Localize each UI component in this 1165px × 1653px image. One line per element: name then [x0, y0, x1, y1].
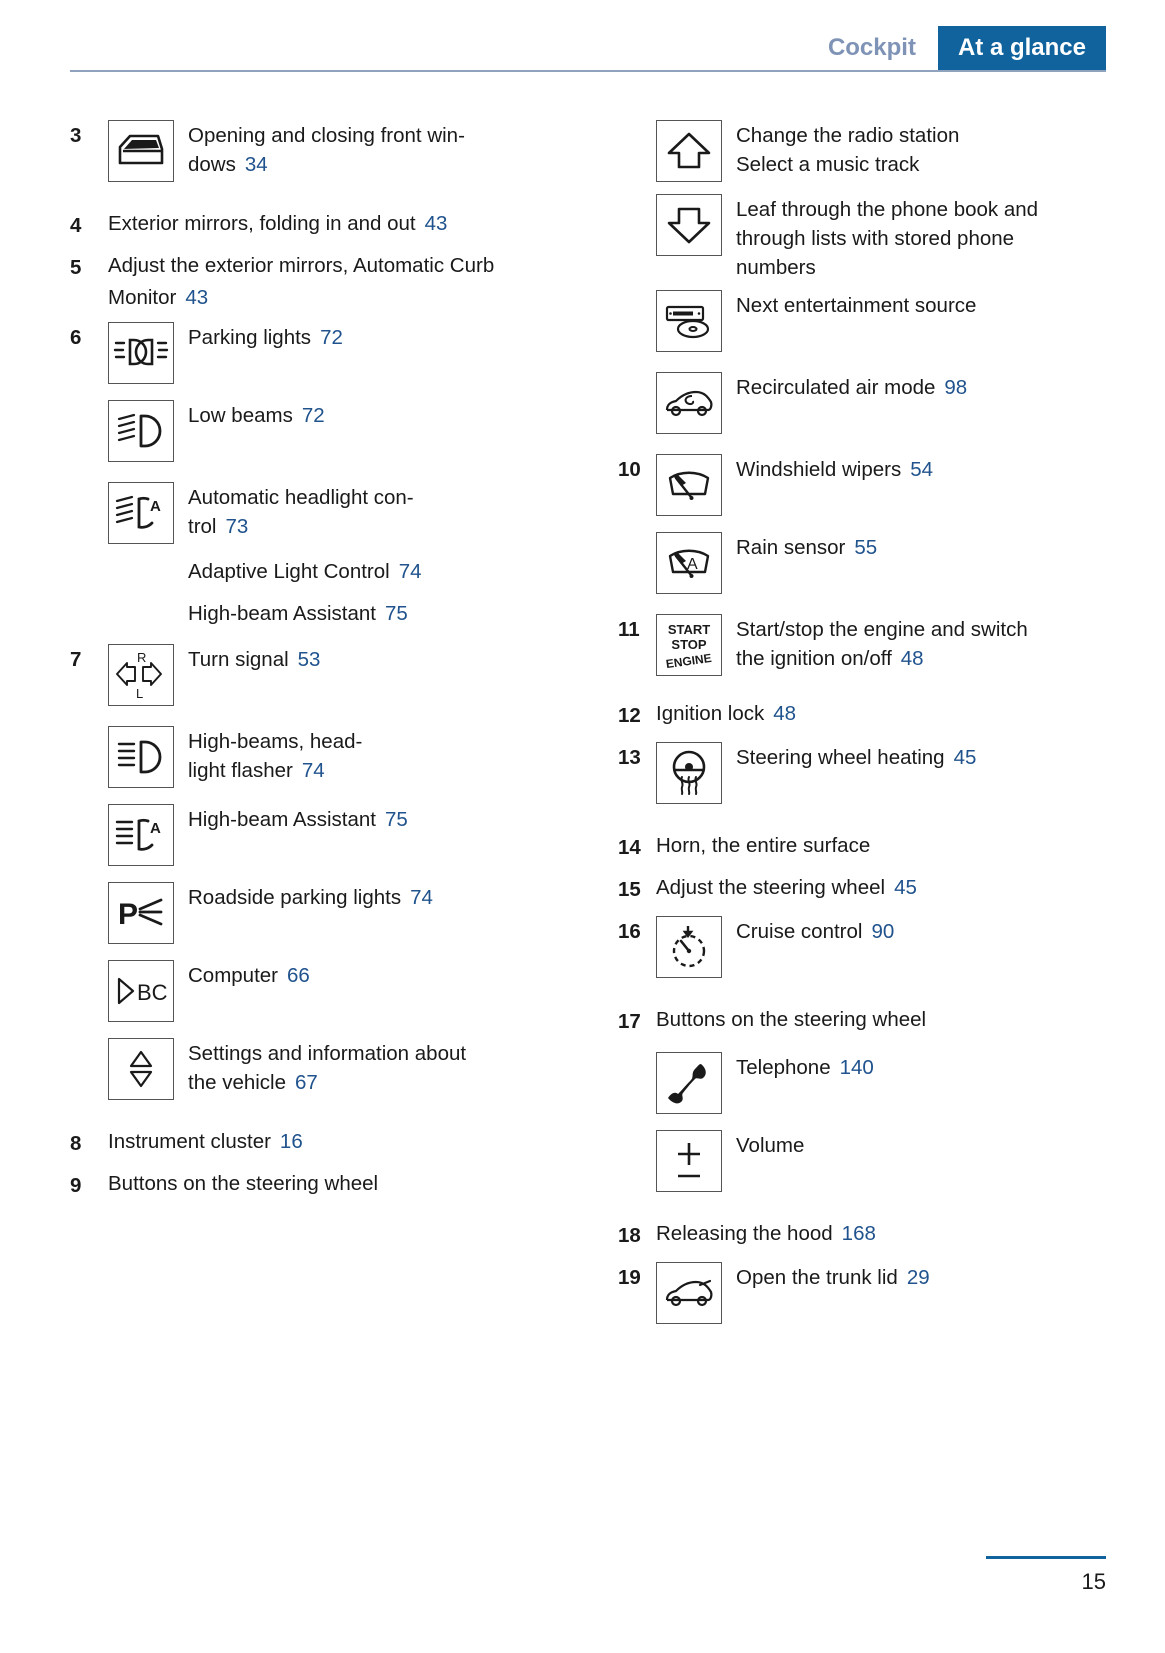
item-label	[656, 830, 1130, 862]
icon-cell	[656, 1050, 736, 1114]
spacer	[70, 788, 582, 802]
svg-text:START: START	[667, 622, 711, 637]
item-label	[656, 698, 1130, 730]
item-label	[188, 398, 582, 430]
arrow-down-icon	[656, 194, 722, 256]
telephone-icon	[656, 1052, 722, 1114]
icon-cell	[108, 642, 188, 706]
page-ref[interactable]: 140	[839, 1056, 874, 1079]
spacer	[70, 586, 582, 596]
icon-cell	[656, 288, 736, 352]
item-label-line3: numbers	[736, 256, 816, 279]
item-number: 16	[618, 920, 641, 943]
item-label	[736, 1128, 1130, 1160]
item-label-line1: Leaf through the phone book and	[736, 198, 1039, 221]
item-label	[188, 958, 582, 990]
list-item	[70, 1126, 582, 1162]
page-number: 15	[1081, 1569, 1106, 1594]
icon-cell	[656, 452, 736, 516]
item-label-line1: Settings and information about	[188, 1042, 467, 1065]
item-label	[656, 1218, 1130, 1250]
icon-cell	[656, 530, 736, 594]
svg-text:P: P	[118, 898, 139, 931]
item-number: 15	[618, 878, 641, 901]
spacer	[70, 944, 582, 958]
svg-text:ENGINE: ENGINE	[664, 650, 713, 672]
page-ref[interactable]: 75	[385, 808, 408, 831]
icon-cell	[108, 880, 188, 944]
list-item	[618, 370, 1130, 434]
page-ref[interactable]: 29	[906, 1266, 930, 1289]
page-ref[interactable]: 66	[287, 964, 310, 987]
list-item	[618, 914, 1130, 978]
page-ref[interactable]: 43	[185, 286, 209, 309]
list-item	[618, 872, 1130, 908]
icon-cell	[656, 118, 736, 182]
arrow-up-icon	[656, 120, 722, 182]
spacer	[618, 182, 1130, 192]
spacer	[70, 462, 582, 480]
item-label-line1: Parking lights	[188, 326, 312, 349]
list-item	[70, 1168, 582, 1204]
recirculated-air-icon	[656, 372, 722, 434]
rain-sensor-icon	[656, 532, 722, 594]
spacer	[70, 866, 582, 880]
item-label	[188, 724, 582, 785]
page-ref[interactable]: 45	[953, 746, 977, 769]
low-beams-icon	[108, 400, 174, 462]
start-stop-engine-icon	[656, 614, 722, 676]
list-item	[70, 1036, 582, 1100]
item-number: 14	[618, 836, 641, 859]
item-label-line1: Open the trunk lid	[736, 1266, 898, 1289]
page-ref[interactable]: 98	[944, 376, 968, 399]
spacer	[70, 1100, 582, 1126]
svg-text:A: A	[687, 556, 698, 573]
svg-text:BC: BC	[137, 980, 168, 1005]
page-ref[interactable]: 168	[841, 1222, 876, 1245]
page-ref[interactable]: 34	[244, 153, 268, 176]
list-item	[618, 530, 1130, 594]
icon-cell	[108, 802, 188, 866]
cruise-control-icon	[656, 916, 722, 978]
item-label	[108, 1168, 582, 1200]
list-item	[618, 740, 1130, 804]
item-label-line1: Adjust the steering wheel	[656, 876, 886, 899]
item-label-line1: Exterior mirrors, folding in and out	[108, 212, 416, 235]
list-item	[618, 1218, 1130, 1254]
item-label	[736, 192, 1130, 282]
list-item	[70, 554, 582, 586]
item-label	[736, 452, 1130, 484]
high-beams-icon	[108, 726, 174, 788]
icon-cell	[656, 1260, 736, 1324]
page-ref[interactable]: 90	[871, 920, 895, 943]
list-item	[618, 1004, 1130, 1040]
icon-cell-empty	[108, 554, 188, 556]
item-label-line1: Change the radio station	[736, 124, 960, 147]
icon-cell	[656, 192, 736, 256]
list-item	[70, 398, 582, 462]
windshield-wipers-icon	[656, 454, 722, 516]
item-label-line2: Monitor	[108, 286, 177, 309]
item-label-line1: Telephone	[736, 1056, 831, 1079]
item-number: 6	[70, 326, 82, 349]
item-label-line1: High-beam Assistant	[188, 808, 377, 831]
page-ref[interactable]: 67	[295, 1071, 318, 1094]
item-label	[736, 1050, 1130, 1082]
icon-cell	[656, 1128, 736, 1192]
list-item	[618, 698, 1130, 734]
item-number: 12	[618, 704, 641, 727]
list-item	[70, 802, 582, 866]
item-label	[736, 530, 1130, 562]
icon-cell	[656, 370, 736, 434]
icon-cell	[656, 914, 736, 978]
item-label-line1: Next entertainment source	[736, 294, 977, 317]
car-door-icon	[108, 120, 174, 182]
item-label-line1: Buttons on the steering wheel	[108, 1172, 379, 1195]
item-label-line1: Ignition lock	[656, 702, 765, 725]
list-item	[70, 596, 582, 628]
item-number: 8	[70, 1132, 82, 1155]
item-label-line1: Low beams	[188, 404, 293, 427]
list-item	[70, 958, 582, 1022]
item-label-line1: Recirculated air mode	[736, 376, 936, 399]
item-label-line1: Instrument cluster	[108, 1130, 271, 1153]
item-label	[108, 208, 582, 240]
list-item	[618, 830, 1130, 866]
item-number: 10	[618, 458, 641, 481]
item-label-line1: Computer	[188, 964, 279, 987]
icon-cell	[108, 398, 188, 462]
icon-cell	[108, 480, 188, 544]
icon-cell	[656, 612, 736, 676]
spacer	[70, 182, 582, 208]
page-header	[0, 0, 1165, 72]
item-number: 19	[618, 1266, 641, 1289]
spacer	[618, 676, 1130, 698]
svg-text:A: A	[150, 820, 161, 837]
item-label-line1: Steering wheel heating	[736, 746, 945, 769]
svg-text:A: A	[150, 498, 161, 515]
item-label	[188, 880, 582, 912]
left-column	[70, 118, 582, 1324]
item-label	[736, 740, 1130, 772]
item-label-line1: Buttons on the steering wheel	[656, 1008, 927, 1031]
automatic-headlight-control-icon	[108, 482, 174, 544]
item-label-line2: the ignition on/off	[736, 647, 892, 670]
breadcrumb	[818, 26, 1106, 70]
item-label	[188, 480, 582, 541]
page-ref[interactable]: 73	[225, 515, 249, 538]
item-label-line1: Volume	[736, 1134, 805, 1157]
list-item	[70, 320, 582, 384]
spacer	[618, 804, 1130, 830]
spacer	[70, 384, 582, 398]
item-label-line1: Start/stop the engine and switch	[736, 618, 1028, 641]
steering-wheel-heating-icon	[656, 742, 722, 804]
high-beam-assistant-icon	[108, 804, 174, 866]
list-item	[70, 250, 582, 314]
item-label	[108, 1126, 582, 1158]
page-footer	[986, 1556, 1106, 1595]
list-item	[70, 208, 582, 244]
item-number: 5	[70, 256, 82, 279]
item-label-line1: High-beams, head-	[188, 730, 363, 753]
right-column	[618, 118, 1130, 1324]
icon-cell	[108, 320, 188, 384]
page-ref[interactable]: 54	[910, 458, 934, 481]
spacer	[618, 978, 1130, 1004]
icon-cell	[108, 724, 188, 788]
page-ref[interactable]: 72	[320, 326, 343, 349]
item-label-line2: dows	[188, 153, 236, 176]
item-label	[188, 596, 582, 628]
item-label-line2: trol	[188, 515, 217, 538]
spacer	[70, 1022, 582, 1036]
item-label-line1: High-beam Assistant	[188, 602, 377, 625]
page-ref[interactable]: 74	[398, 560, 422, 583]
two-column-content	[70, 118, 1106, 1324]
icon-cell-empty	[108, 596, 188, 598]
item-label	[188, 642, 582, 674]
list-item	[70, 724, 582, 788]
spacer	[70, 706, 582, 724]
page-ref[interactable]: 48	[900, 647, 924, 670]
page-ref[interactable]: 48	[773, 702, 797, 725]
page-ref[interactable]: 45	[894, 876, 917, 899]
item-label	[736, 612, 1130, 673]
page-ref[interactable]: 75	[385, 602, 408, 625]
page-ref[interactable]: 72	[301, 404, 325, 427]
item-label-line1: Roadside parking lights	[188, 886, 402, 909]
roadside-parking-lights-icon	[108, 882, 174, 944]
list-item	[618, 452, 1130, 516]
spacer	[618, 434, 1130, 452]
breadcrumb-section[interactable]: At a glance	[938, 26, 1106, 70]
item-label-line2: the vehicle	[188, 1071, 287, 1094]
item-label-line1: Rain sensor	[736, 536, 846, 559]
page-ref[interactable]: 74	[301, 759, 325, 782]
item-label	[188, 802, 582, 834]
item-label-line1: Cruise control	[736, 920, 863, 943]
page-ref[interactable]: 43	[424, 212, 448, 235]
list-item	[70, 480, 582, 544]
item-label-line2: through lists with stored phone	[736, 227, 1015, 250]
spacer	[70, 628, 582, 642]
icon-cell	[656, 740, 736, 804]
item-label-line1: Turn signal	[188, 648, 289, 671]
item-label	[656, 872, 1130, 904]
item-number: 13	[618, 746, 641, 769]
page-ref[interactable]: 74	[410, 886, 433, 909]
spacer	[618, 516, 1130, 530]
item-label-line1: Releasing the hood	[656, 1222, 833, 1245]
item-label	[736, 914, 1130, 946]
list-item	[618, 1260, 1130, 1324]
svg-text:R: R	[137, 650, 147, 665]
item-number: 7	[70, 648, 82, 671]
page-ref[interactable]: 53	[297, 648, 321, 671]
item-number: 3	[70, 124, 82, 147]
svg-text:L: L	[136, 686, 144, 701]
parking-lights-icon	[108, 322, 174, 384]
item-label	[736, 288, 1130, 320]
item-label	[736, 370, 1130, 402]
item-number: 9	[70, 1174, 82, 1197]
item-label-line1: Windshield wipers	[736, 458, 902, 481]
item-number: 18	[618, 1224, 641, 1247]
item-label	[188, 118, 582, 179]
list-item	[618, 288, 1130, 352]
entertainment-source-icon	[656, 290, 722, 352]
spacer	[618, 352, 1130, 370]
list-item	[618, 118, 1130, 182]
icon-cell	[108, 1036, 188, 1100]
list-item	[70, 642, 582, 706]
list-item	[618, 612, 1130, 676]
item-label	[736, 1260, 1130, 1292]
list-item	[70, 880, 582, 944]
up-down-arrows-icon	[108, 1038, 174, 1100]
item-label	[188, 554, 582, 586]
volume-icon	[656, 1130, 722, 1192]
list-item	[618, 1128, 1130, 1192]
item-label-line1: Horn, the entire surface	[656, 834, 871, 857]
item-number: 17	[618, 1010, 641, 1033]
list-item	[618, 192, 1130, 282]
svg-text:STOP: STOP	[671, 637, 707, 652]
spacer	[618, 594, 1130, 612]
item-label-line2: Select a music track	[736, 153, 920, 176]
breadcrumb-chapter[interactable]: Cockpit	[827, 34, 916, 61]
item-number: 4	[70, 214, 82, 237]
item-label-line2: light flasher	[188, 759, 293, 782]
list-item	[70, 118, 582, 182]
item-label	[188, 320, 582, 352]
list-item	[618, 1050, 1130, 1114]
item-number: 11	[618, 618, 640, 641]
page-ref[interactable]: 55	[854, 536, 878, 559]
spacer	[618, 1114, 1130, 1128]
spacer	[618, 1040, 1130, 1050]
icon-cell	[108, 118, 188, 182]
item-label-line1: Adaptive Light Control	[188, 560, 390, 583]
item-label-line1: Opening and closing front win-	[188, 124, 465, 147]
item-label	[188, 1036, 582, 1097]
item-label	[108, 250, 582, 314]
trunk-lid-icon	[656, 1262, 722, 1324]
item-label	[736, 118, 1130, 179]
item-label-line1: Adjust the exterior mirrors, Automatic Curb	[108, 254, 495, 277]
item-label	[656, 1004, 1130, 1036]
footer-divider	[986, 1556, 1106, 1559]
page-ref[interactable]: 16	[279, 1130, 303, 1153]
icon-cell	[108, 958, 188, 1022]
spacer	[70, 544, 582, 554]
item-label-line1: Automatic headlight con-	[188, 486, 414, 509]
spacer	[618, 1192, 1130, 1218]
computer-bc-icon	[108, 960, 174, 1022]
turn-signal-icon	[108, 644, 174, 706]
header-divider	[70, 70, 1106, 72]
